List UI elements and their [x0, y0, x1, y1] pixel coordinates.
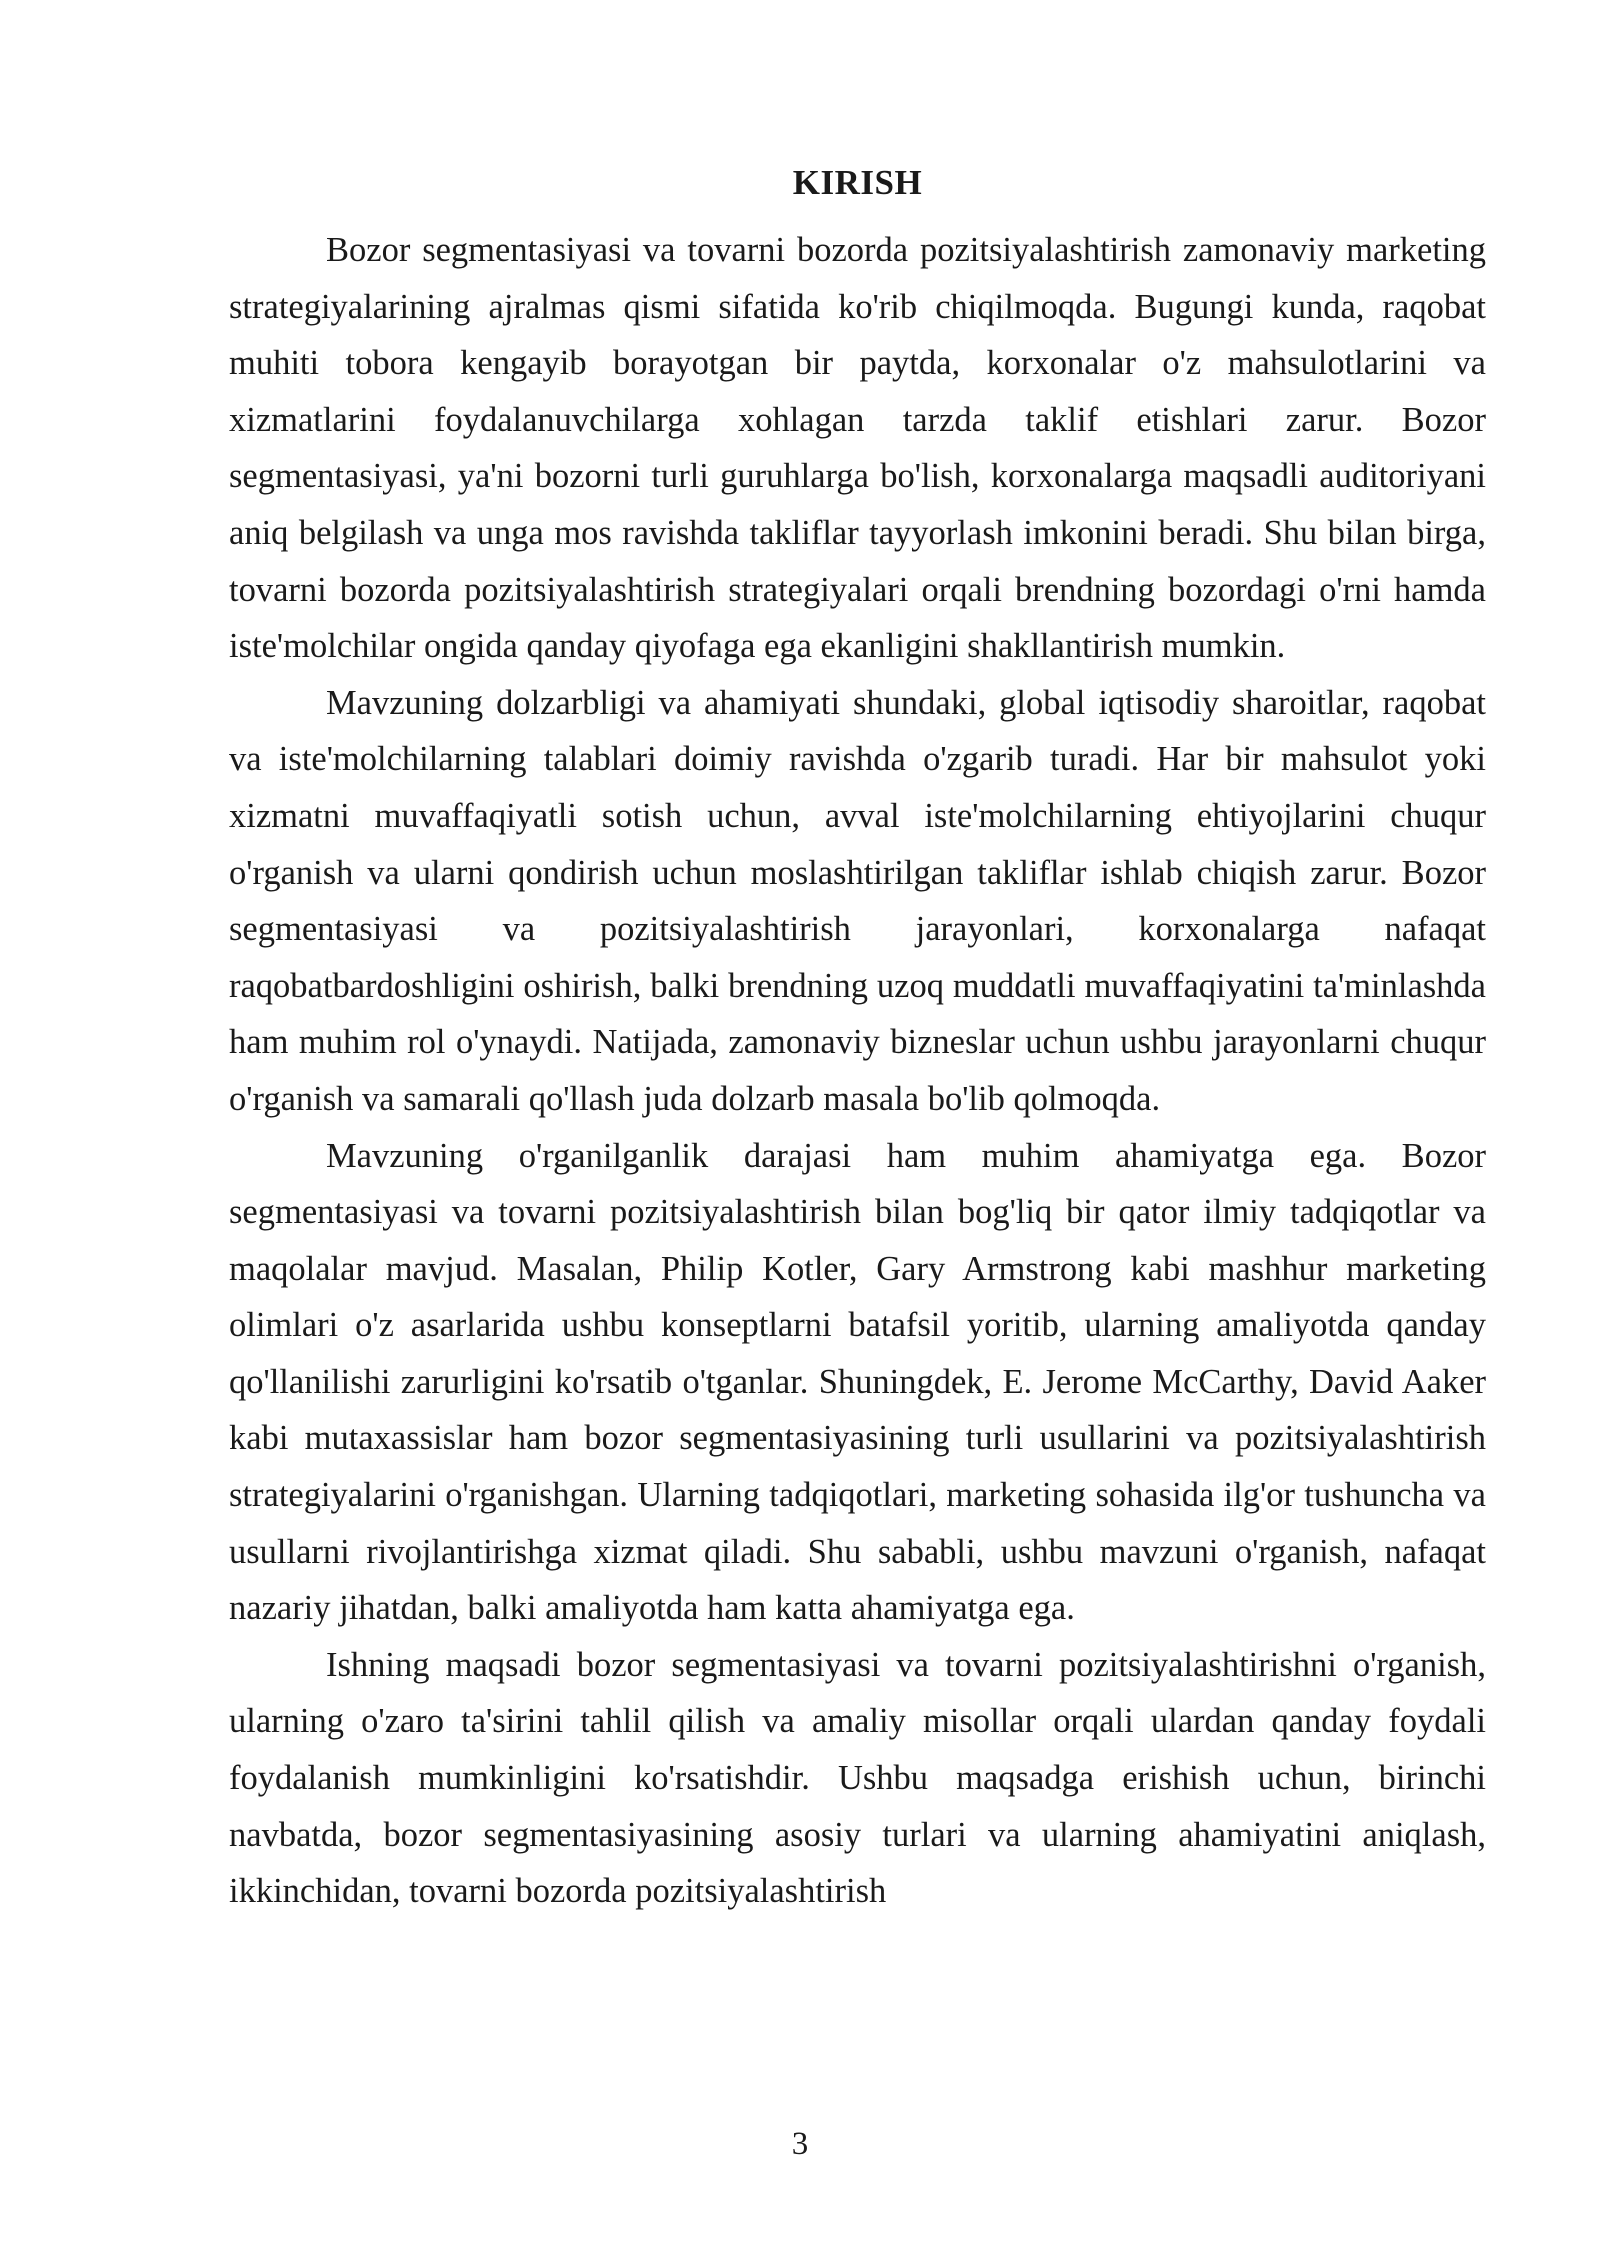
paragraph-goal: Ishning maqsadi bozor segmentasiyasi va tovarni pozitsiyalashtirishni o'rganish, ularning o'zaro ta'sirini tahlil qilish va amaliy misollar orqali ulardan qanday foydali foydalanish mumkinligini ko'rsatishdir. Ushbu maqsadga erishish uchun, birinchi navbatda, bozor segmentasiyasining asosiy turlari va ularning ahamiyatini aniqlash, ikkinchidan, tovarni bozorda pozitsiyalashtirish: [229, 1645, 1486, 1911]
paragraph-intro: Bozor segmentasiyasi va tovarni bozorda pozitsiyalashtirish zamonaviy marketing strategiyalarining ajralmas qismi sifatida ko'rib chiqilmoqda. Bugungi kunda, raqobat muhiti tobora kengayib borayotgan bir paytda, korxonalar o'z mahsulotlarini va xizmatlarini foydalanuvchilarga xohlagan tarzda taklif etishlari zarur. Bozor segmentasiyasi, ya'ni bozorni turli guruhlarga bo'lish, korxonalarga maqsadli auditoriyani aniq belgilash va unga mos ravishda takliflar tayyorlash imkonini beradi. Shu bilan birga, tovarni bozorda pozitsiyalashtirish strategiyalari orqali brendning bozordagi o'rni hamda iste'molchilar ongida qanday qiyofaga ega ekanligini shakllantirish mumkin.: [229, 231, 1486, 666]
page-number: 3: [791, 2126, 809, 2162]
page-title: KIRISH: [792, 163, 923, 202]
paragraph-relevance: Mavzuning dolzarbligi va ahamiyati shundaki, global iqtisodiy sharoitlar, raqobat va iste'molchilarning talablari doimiy ravishda o'zgarib turadi. Har bir mahsulot yoki xizmatni muvaffaqiyatli sotish uchun, avval iste'molchilarning ehtiyojlarini chuqur o'rganish va ularni qondirish uchun moslashtirilgan takliflar ishlab chiqish zarur. Bozor segmentasiyasi va pozitsiyalashtirish jarayonlari, korxonalarga nafaqat raqobatbardoshligini oshirish, balki brendning uzoq muddatli muvaffaqiyatini ta'minlashda ham muhim rol o'ynaydi. Natijada, zamonaviy bizneslar uchun ushbu jarayonlarni chuqur o'rganish va samarali qo'llash juda dolzarb masala bo'lib qolmoqda.: [229, 683, 1486, 1118]
document-page: [229, 150, 1486, 1920]
paragraph-study-level: Mavzuning o'rganilganlik darajasi ham muhim ahamiyatga ega. Bozor segmentasiyasi va tovarni pozitsiyalashtirish bilan bog'liq bir qator ilmiy tadqiqotlar va maqolalar mavjud. Masalan, Philip Kotler, Gary Armstrong kabi mashhur marketing olimlari o'z asarlarida ushbu konseptlarni batafsil yoritib, ularning amaliyotda qanday qo'llanilishi zarurligini ko'rsatib o'tganlar. Shuningdek, E. Jerome McCarthy, David Aaker kabi mutaxassislar ham bozor segmentasiyasining turli usullarini va pozitsiyalashtirish strategiyalarini o'rganishgan. Ularning tadqiqotlari, marketing sohasida ilg'or tushuncha va usullarni rivojlantirishga xizmat qiladi. Shu sababli, ushbu mavzuni o'rganish, nafaqat nazariy jihatdan, balki amaliyotda ham katta ahamiyatga ega.: [229, 1136, 1486, 1628]
